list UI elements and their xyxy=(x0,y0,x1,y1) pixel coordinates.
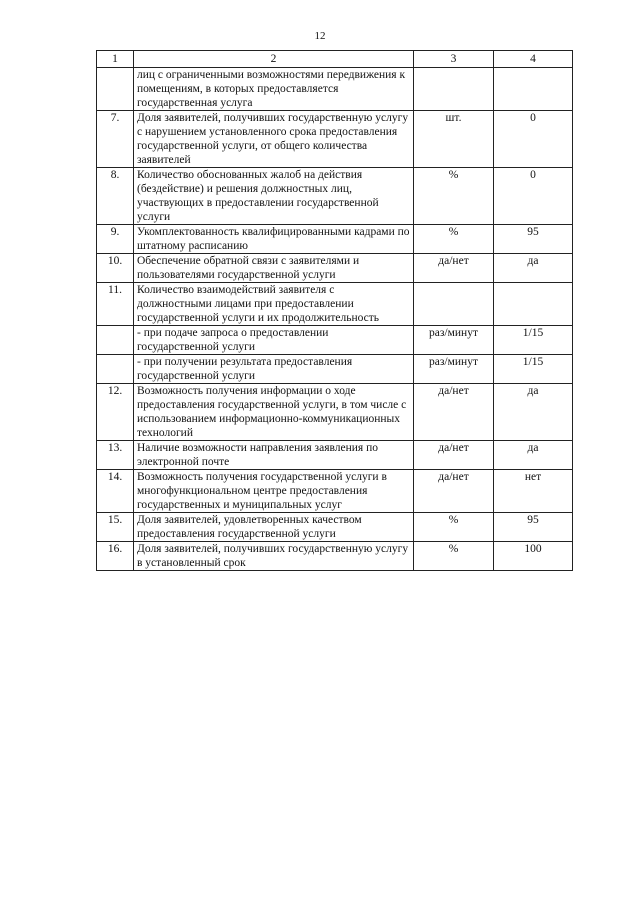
table-row xyxy=(97,355,573,384)
row-unit: раз/минут xyxy=(414,355,494,384)
row-unit: % xyxy=(414,513,494,542)
table-row xyxy=(97,326,573,355)
row-number: 16. xyxy=(97,542,134,571)
row-unit: % xyxy=(414,168,494,225)
row-value: 95 xyxy=(494,225,573,254)
row-value: нет xyxy=(494,470,573,513)
row-number: 15. xyxy=(97,513,134,542)
row-value: 0 xyxy=(494,168,573,225)
row-value xyxy=(494,283,573,326)
table-header-row xyxy=(97,51,573,68)
row-number: 11. xyxy=(97,283,134,326)
row-value: 1/15 xyxy=(494,326,573,355)
table-row xyxy=(97,384,573,441)
table-row xyxy=(97,513,573,542)
row-number: 7. xyxy=(97,111,134,168)
row-description: Возможность получения информации о ходе предоставления государственной услуги, в том числе с использованием информационно-коммуникационных технологий xyxy=(134,384,414,441)
table-row xyxy=(97,441,573,470)
row-number: 10. xyxy=(97,254,134,283)
row-description: Возможность получения государственной услуги в многофункциональном центре предоставления государственных и муниципальных услуг xyxy=(134,470,414,513)
header-col-3: 3 xyxy=(414,51,494,68)
row-number xyxy=(97,355,134,384)
row-value: 95 xyxy=(494,513,573,542)
row-value xyxy=(494,68,573,111)
row-number: 14. xyxy=(97,470,134,513)
row-unit xyxy=(414,283,494,326)
header-col-4: 4 xyxy=(494,51,573,68)
row-unit: да/нет xyxy=(414,384,494,441)
row-description: - при подаче запроса о предоставлении государственной услуги xyxy=(134,326,414,355)
table-row xyxy=(97,168,573,225)
header-col-1: 1 xyxy=(97,51,134,68)
indicators-table xyxy=(96,50,573,571)
row-value: 0 xyxy=(494,111,573,168)
row-value: 1/15 xyxy=(494,355,573,384)
row-description: Доля заявителей, получивших государственную услугу в установленный срок xyxy=(134,542,414,571)
page-number: 12 xyxy=(314,30,326,42)
table-row xyxy=(97,68,573,111)
row-description: Наличие возможности направления заявления по электронной почте xyxy=(134,441,414,470)
row-description: Обеспечение обратной связи с заявителями и пользователями государственной услуги xyxy=(134,254,414,283)
table-row xyxy=(97,111,573,168)
table-row xyxy=(97,225,573,254)
row-unit: раз/минут xyxy=(414,326,494,355)
row-number: 13. xyxy=(97,441,134,470)
row-number xyxy=(97,68,134,111)
row-number: 8. xyxy=(97,168,134,225)
row-unit: % xyxy=(414,542,494,571)
row-description: Доля заявителей, получивших государственную услугу с нарушением установленного срока предоставления государственной услуги, от общего количества заявителей xyxy=(134,111,414,168)
row-number: 12. xyxy=(97,384,134,441)
row-description: Доля заявителей, удовлетворенных качеством предоставления государственной услуги xyxy=(134,513,414,542)
row-description: лиц с ограниченными возможностями передвижения к помещениям, в которых предоставляется государственная услуга xyxy=(134,68,414,111)
row-description: - при получении результата предоставления государственной услуги xyxy=(134,355,414,384)
row-description: Количество обоснованных жалоб на действия (бездействие) и решения должностных лиц, участвующих в предоставлении государственной услуги xyxy=(134,168,414,225)
row-unit: % xyxy=(414,225,494,254)
header-col-2: 2 xyxy=(134,51,414,68)
table-row xyxy=(97,283,573,326)
row-description: Количество взаимодействий заявителя с должностными лицами при предоставлении государственной услуги и их продолжительность xyxy=(134,283,414,326)
row-number xyxy=(97,326,134,355)
row-unit: да/нет xyxy=(414,254,494,283)
row-value: 100 xyxy=(494,542,573,571)
row-unit xyxy=(414,68,494,111)
table-row xyxy=(97,254,573,283)
row-unit: да/нет xyxy=(414,470,494,513)
row-value: да xyxy=(494,384,573,441)
row-value: да xyxy=(494,441,573,470)
row-number: 9. xyxy=(97,225,134,254)
table-row xyxy=(97,542,573,571)
row-value: да xyxy=(494,254,573,283)
table-row xyxy=(97,470,573,513)
row-unit: да/нет xyxy=(414,441,494,470)
row-unit: шт. xyxy=(414,111,494,168)
row-description: Укомплектованность квалифицированными кадрами по штатному расписанию xyxy=(134,225,414,254)
